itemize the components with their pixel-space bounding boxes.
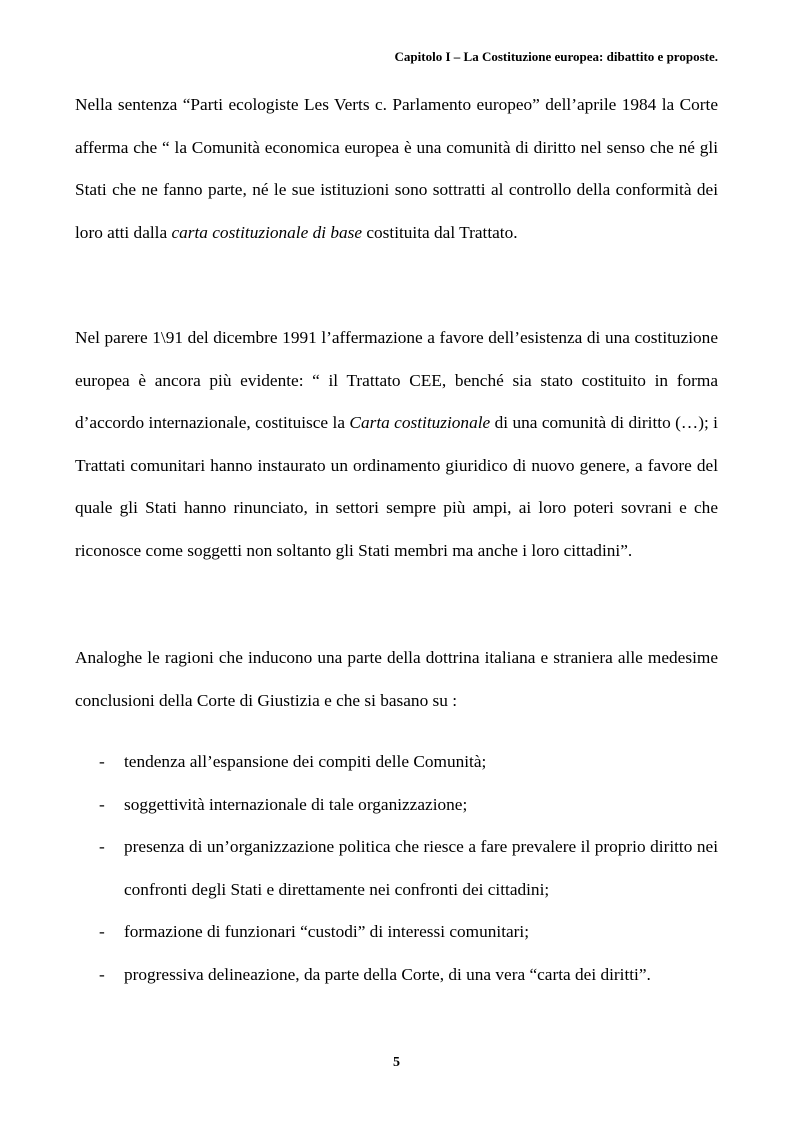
paragraph-text: di una comunità di diritto (…); i Trattati comunitari hanno instaurato un ordinamento giuridico di nuovo genere, a favore del quale gli Stati hanno rinunciato, in settori sempre più ampi, ai loro poteri sovrani e che riconosce come soggetti non soltanto gli Stati membri ma anche i loro cittadini”.	[75, 413, 718, 560]
reasons-list	[75, 741, 718, 996]
paragraph-dottrina: Analoghe le ragioni che inducono una parte della dottrina italiana e straniera alle medesime conclusioni della Corte di Giustizia e che si basano su :	[75, 648, 718, 710]
paragraph-text: Nella sentenza “Parti ecologiste Les Verts c. Parlamento europeo” dell’aprile 1984 la Corte afferma che “ la Comunità economica europea è una comunità di diritto nel senso che né gli Stati che ne fanno parte, né le sue istituzioni sono sottratti al controllo della conformità dei loro atti dalla	[75, 95, 718, 242]
paragraph-text: costituita dal Trattato.	[362, 222, 518, 242]
page-number: 5	[393, 1055, 400, 1070]
list-dash: -	[99, 752, 105, 771]
list-item-text: presenza di un’organizzazione politica che riesce a fare prevalere il proprio diritto nei confronti degli Stati e direttamente nei confronti dei cittadini;	[124, 837, 718, 899]
list-item-text: progressiva delineazione, da parte della Corte, di una vera “carta dei diritti”.	[124, 964, 651, 984]
list-item-text: soggettività internazionale di tale organizzazione;	[124, 794, 468, 814]
list-dash: -	[99, 794, 105, 814]
paragraph-parere	[75, 317, 718, 572]
list-item	[75, 826, 718, 911]
list-dash: -	[99, 837, 105, 856]
italic-phrase: carta costituzionale di base	[171, 222, 363, 242]
running-header: Capitolo I – La Costituzione europea: dibattito e proposte.	[394, 49, 718, 64]
list-item	[75, 954, 718, 997]
paragraph-text: Nel parere 1\91 del dicembre 1991 l’affermazione a favore dell’esistenza di una costituzione europea è ancora più evidente: “ il Trattato CEE, benché sia stato costituito in forma d’accordo internazionale, costituisce la	[75, 328, 718, 432]
list-item-text: tendenza all’espansione dei compiti delle Comunità;	[124, 752, 487, 771]
list-dash: -	[99, 922, 105, 941]
list-item-text: formazione di funzionari “custodi” di interessi comunitari;	[124, 922, 530, 941]
list-dash: -	[99, 964, 105, 984]
list-item	[75, 784, 718, 827]
list-item	[75, 741, 718, 784]
list-item	[75, 911, 718, 954]
paragraph-les-verts	[75, 84, 718, 254]
italic-phrase: Carta costituzionale	[349, 413, 491, 432]
